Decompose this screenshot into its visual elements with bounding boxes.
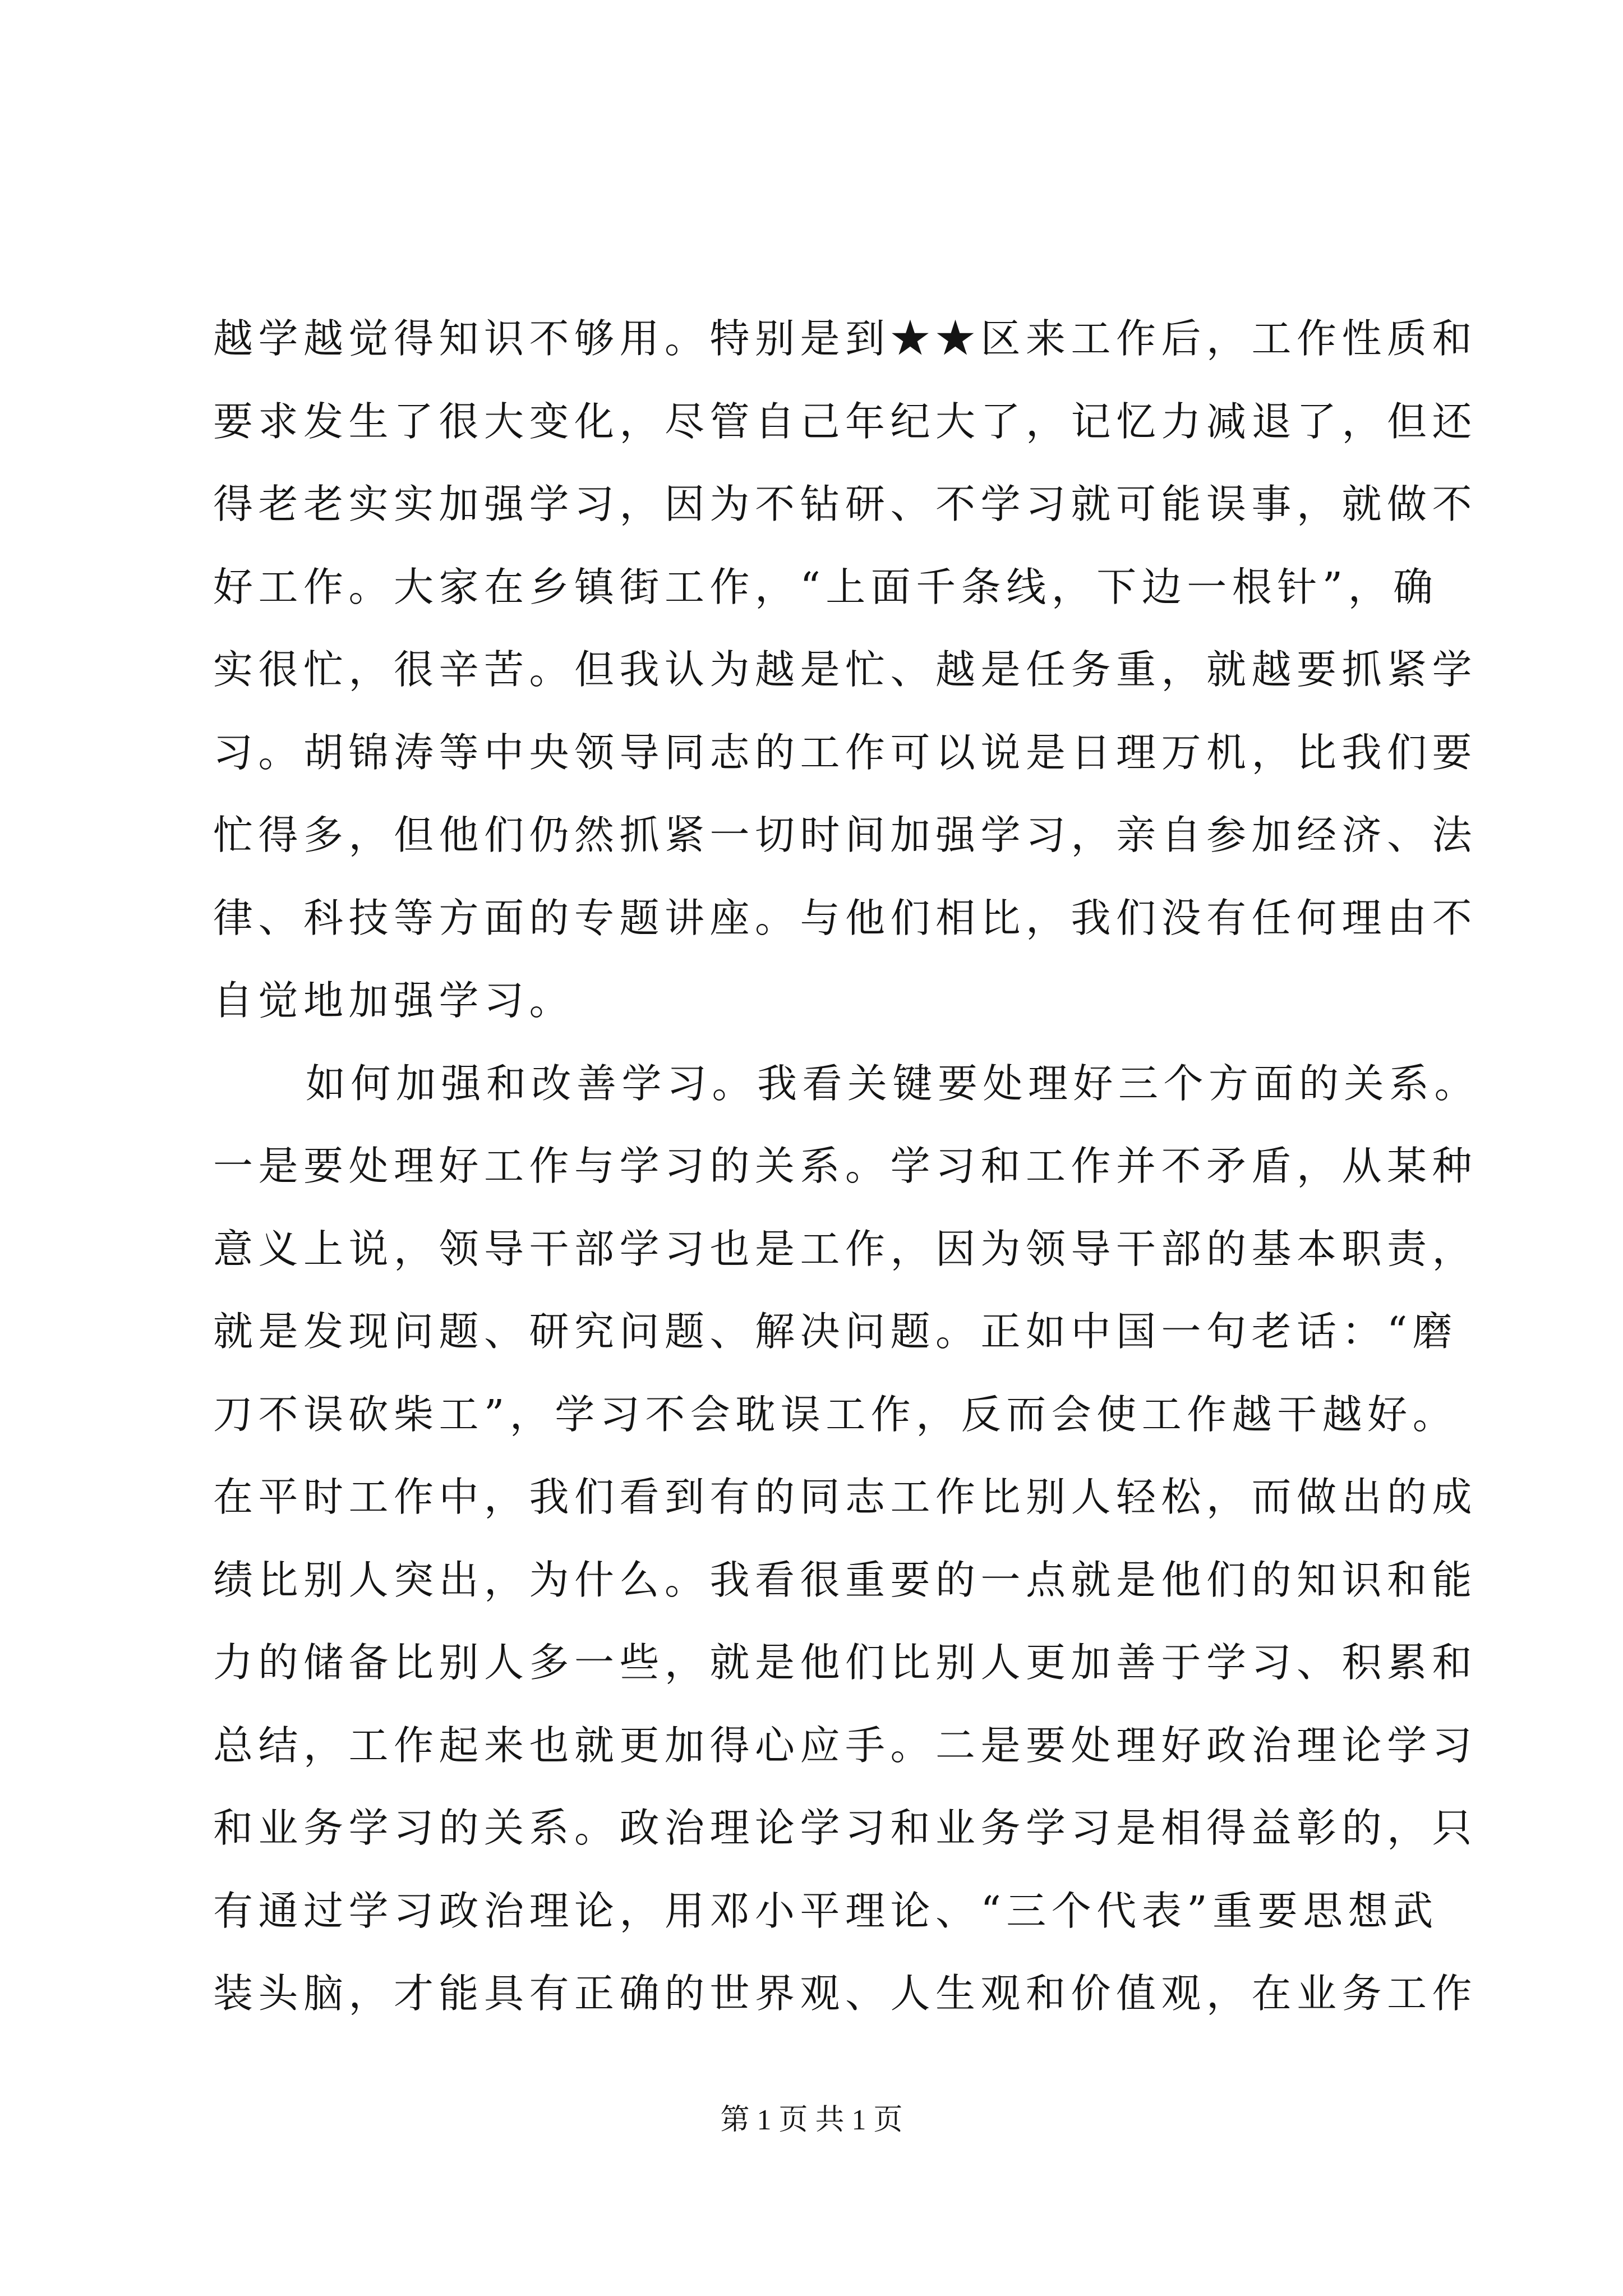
text-line: 习。胡锦涛等中央领导同志的工作可以说是日理万机，比我们要 [213,729,1478,776]
text-line: 意义上说，领导干部学习也是工作，因为领导干部的基本职责， [213,1225,1478,1272]
document-body [213,297,1480,2035]
text-line: 刀不误砍柴工”，学习不会耽误工作，反而会使工作越干越好。 [213,1391,1458,1438]
text-line: 得老老实实加强学习，因为不钻研、不学习就可能误事，就做不 [213,481,1478,527]
text-line: 和业务学习的关系。政治理论学习和业务学习是相得益彰的，只 [213,1805,1478,1851]
text-line: 力的储备比别人多一些，就是他们比别人更加善于学习、积累和 [213,1639,1478,1686]
text-line: 装头脑，才能具有正确的世界观、人生观和价值观，在业务工作 [213,1970,1478,2017]
text-line: 律、科技等方面的专题讲座。与他们相比，我们没有任何理由不 [213,894,1478,941]
text-line: 要求发生了很大变化，尽管自己年纪大了，记忆力减退了，但还 [213,398,1478,445]
text-line: 就是发现问题、研究问题、解决问题。正如中国一句老话：“磨 [213,1308,1458,1355]
text-line: 总结，工作起来也就更加得心应手。二是要处理好政治理论学习 [213,1722,1478,1769]
text-line: 好工作。大家在乡镇街工作，“上面千条线，下边一根针”，确 [213,563,1438,610]
text-line: 绩比别人突出，为什么。我看很重要的一点就是他们的知识和能 [213,1556,1478,1603]
paragraph-start-line: 如何加强和改善学习。我看关键要处理好三个方面的关系。 [306,1060,1480,1107]
page-number-footer: 第 1 页 共 1 页 [720,2104,903,2136]
text-line: 一是要处理好工作与学习的关系。学习和工作并不矛盾，从某种 [213,1143,1478,1189]
text-line: 自觉地加强学习。 [213,977,575,1024]
text-line: 在平时工作中，我们看到有的同志工作比别人轻松，而做出的成 [213,1474,1478,1520]
text-line: 有通过学习政治理论，用邓小平理论、“三个代表”重要思想武 [213,1887,1438,1934]
text-line: 实很忙，很辛苦。但我认为越是忙、越是任务重，就越要抓紧学 [213,646,1478,693]
text-line: 越学越觉得知识不够用。特别是到★★区来工作后，工作性质和 [213,315,1478,362]
text-line: 忙得多，但他们仍然抓紧一切时间加强学习，亲自参加经济、法 [213,812,1478,858]
